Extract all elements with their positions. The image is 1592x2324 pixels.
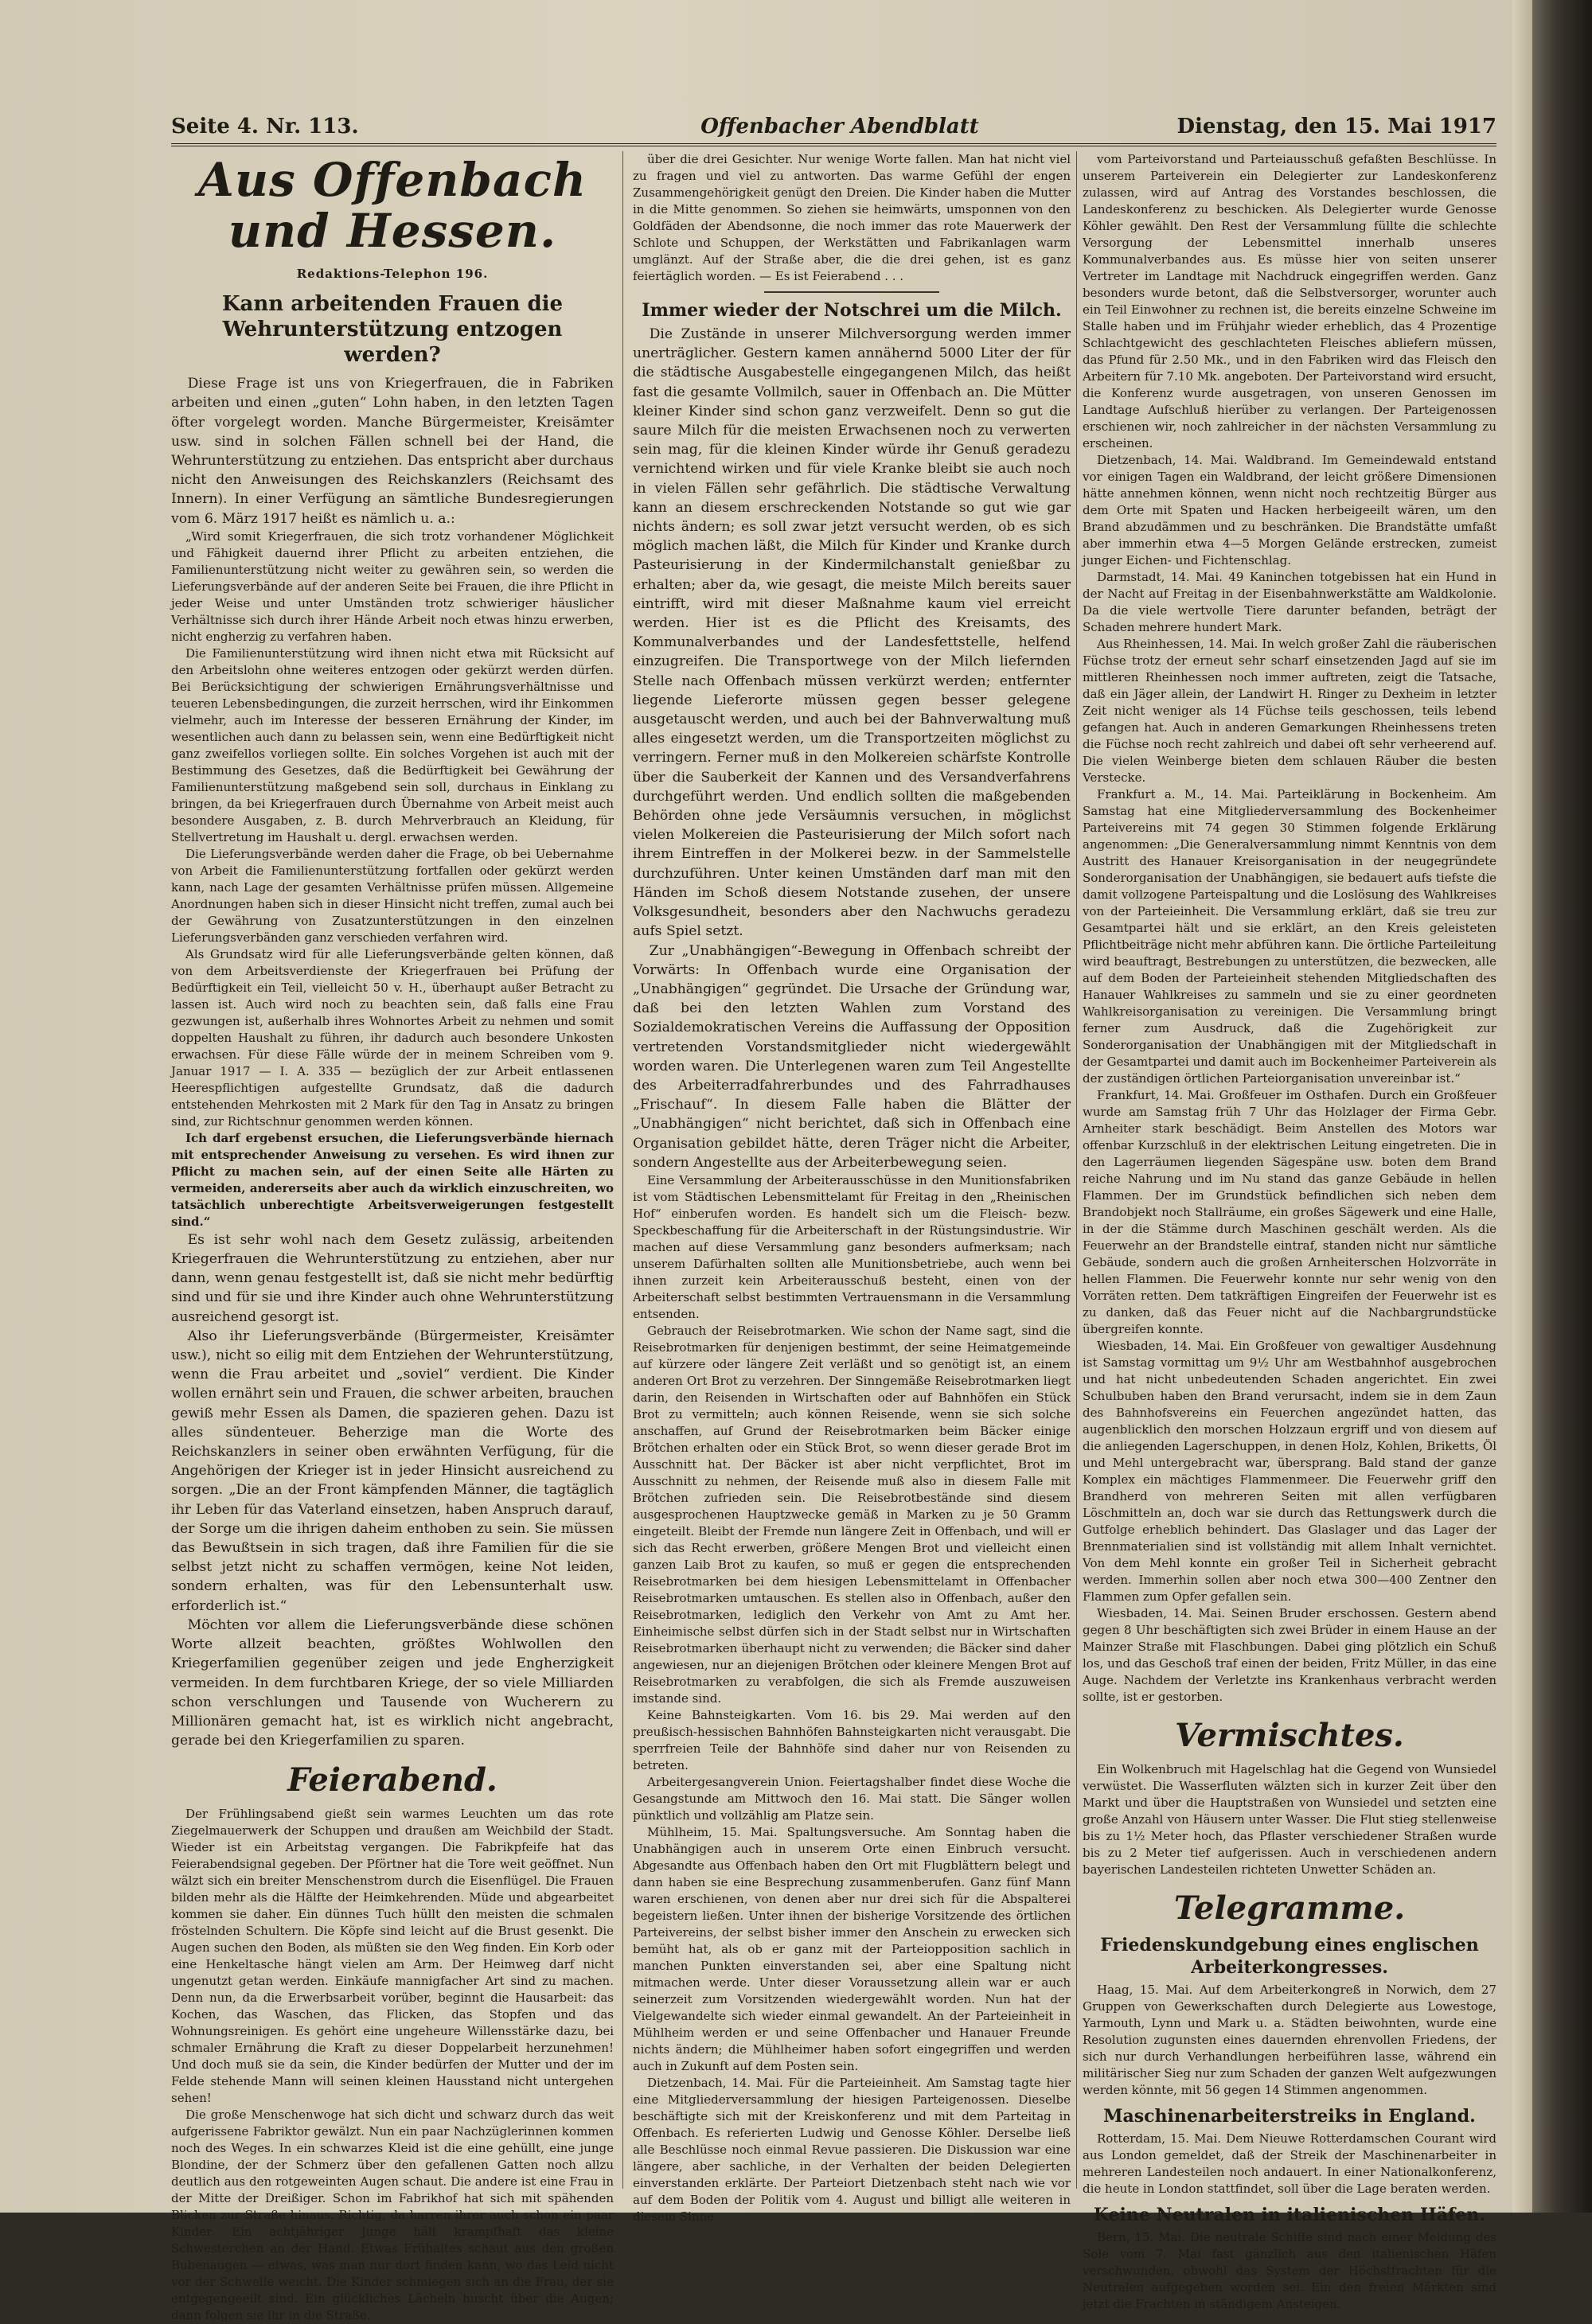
paragraph: Arbeitergesangverein Union. Feiertagshalber findet diese Woche die Gesangstunde am Mittwoch den 16. Mai statt. Die Sänger wollen pünktlich und vollzählig am Platze sein. bbox=[633, 1774, 1071, 1823]
divider bbox=[764, 291, 939, 293]
paragraph: Aus Rheinhessen, 14. Mai. In welch großer Zahl die räuberischen Füchse trotz der erneut sehr scharf einsetzenden Jagd auf sie im mittleren Rheinhessen noch immer auftreten, zeigt die Tatsache, daß ein Jäger allein, der Landwirt H. Ringer zu Dexheim in letzter Zeit nicht weniger als 14 Füchse teils geschossen, teils lebend gefangen hat. Auch in anderen Gemarkungen Rheinhessens treten die Füchse noch recht zahlreich und dabei oft sehr verheerend auf. Die vielen Weinberge bieten dem schlauen Räuber die besten Verstecke. bbox=[1083, 637, 1496, 785]
paragraph: Möchten vor allem die Lieferungsverbände diese schönen Worte allzeit beachten, größtes Wohlwollen den Kriegerfamilien gegenüber zeigen und jede Engherzigkeit vermeiden. In dem furchtbaren Kriege, der so viele Milliarden schon verschlungen und Tausende von Wucherern zu Millionären gemacht hat, ist es wirklich nicht angebracht, gerade bei den Kriegerfamilien zu sparen. bbox=[171, 1616, 614, 1749]
paragraph: Zur „Unabhängigen“-Bewegung in Offenbach schreibt der Vorwärts: In Offenbach wurde eine Organisation der „Unabhängigen“ gegründet. Die Ursache der Gründung war, daß bei den letzten Wahlen zum Vorstand des Sozialdemokratischen Vereins die Auffassung der Opposition vertretenden Vorstandsmitglieder nicht wiedergewählt worden waren. Die Unterlegenen waren zum Teil Angestellte des Arbeiterradfahrerbundes und des Fahrradhauses „Frischauf“. In diesem Falle haben die Blätter der „Unabhängigen“ nicht berichtet, daß sich in Offenbach eine Organisation gebildet hätte, deren Träger nicht die Arbeiter, sondern Angestellte aus der Arbeiterbewegung seien. bbox=[633, 942, 1071, 1171]
paragraph: Frankfurt a. M., 14. Mai. Parteiklärung in Bockenheim. Am Samstag hat eine Mitgliederversammlung des Bockenheimer Parteivereins mit 74 gegen 30 Stimmen folgende Erklärung angenommen: „Die Generalversammlung nimmt Kenntnis von dem Austritt des Hanauer Kreisorganisation in der neugegründete Sonderorganisation der Unabhängigen, sie bedauert aufs tiefste die damit vollzogene Parteispaltung und die Loslösung des Wahlkreises von der Parteieinheit. Die Versammlung erklärt, daß sie treu zur Gesamtpartei hält und sie erklärt, an den Kreis geleisteten Pflichtbeiträge nicht mehr abführen kann. Die örtliche Parteileitung wird beauftragt, Bestrebungen zu unterstützen, die bezwecken, alle auf dem Boden der Parteieinheit stehenden Mitgliedschaften des Hanauer Wahlkreises zu sammeln und sie zu einer geordneten Wahlkreisorganisation zu vereinigen. Die Versammlung bringt ferner zum Ausdruck, daß die Zugehörigkeit zur Sonderorganisation der Unabhängigen mit der Mitgliedschaft in der Gesamtpartei und damit auch im Bockenheimer Parteiverein als der zuständigen örtlichen Parteiorganisation unvereinbar ist.“ bbox=[1083, 787, 1496, 1086]
paragraph: Eine Versammlung der Arbeiterausschüsse in den Munitionsfabriken ist vom Städtischen Lebensmittelamt für Freitag in den „Rheinischen Hof“ einberufen worden. Es handelt sich um die Fleisch- bezw. Speckbeschaffung für die Arbeiterschaft in der Rüstungsindustrie. Wir machen auf diese Versammlung ganz besonders aufmerksam; nach unserem Dafürhalten sollten alle Munitionsbetriebe, auch wenn bei ihnen zurzeit kein Arbeiterausschuß besteht, einen von der Arbeiterschaft selbst bestimmten Vertrauensmann in die Versammlung entsenden. bbox=[633, 1172, 1071, 1321]
article-title: Friedenskundgebung eines englischen Arbeiterkongresses. bbox=[1100, 1935, 1479, 1978]
article-title: Immer wieder der Notschrei um die Milch. bbox=[642, 300, 1062, 321]
paragraph: Also ihr Lieferungsverbände (Bürgermeister, Kreisämter usw.), nicht so eilig mit dem Entziehen der Wehrunterstützung, wenn die Frau arbeitet und „soviel“ verdient. Die Kinder wollen ernährt sein und Frauen, die schwer arbeiten, brauchen gewiß mehr Essen als Damen, die spazieren gehen. Dazu ist alles sündenteuer. Beherzige man die Worte des Reichskanzlers in seiner oben erwähnten Verfügung, für die Angehörigen der Krieger ist in jeder Hinsicht ausreichend zu sorgen. „Die an der Front kämpfenden Männer, die tagtäglich ihr Leben für das Vaterland einsetzen, haben Anspruch darauf, der Sorge um die ihrigen daheim enthoben zu sein. Sie müssen das Bewußtsein in sich tragen, daß ihre Familien für die sie selbst jetzt nicht zu schaffen vermögen, keine Not leiden, sondern erhalten, was für den Lebensunterhalt usw. erforderlich ist.“ bbox=[171, 1328, 614, 1614]
article-title: Kann arbeitenden Frauen die Wehrunterstützung entzogen werden? bbox=[221, 292, 564, 368]
paragraph: Wiesbaden, 14. Mai. Seinen Bruder erschossen. Gestern abend gegen 8 Uhr beschäftigten sich zwei Brüder in einem Hause an der Mainzer Straße mit Flaschbungen. Dabei ging plötzlich ein Schuß los, und das Geschoß traf einen der beiden, Fritz Müller, in das eine Auge. Nachdem der Verletzte ins Krankenhaus verbracht werden sollte, ist er gestorben. bbox=[1083, 1606, 1496, 1704]
paragraph: Gebrauch der Reisebrotmarken. Wie schon der Name sagt, sind die Reisebrotmarken für denjenigen bestimmt, der seine Heimatgemeinde auf kürzere oder längere Zeit verläßt und so genötigt ist, an einem anderen Ort Brot zu verzehren. Der Sinngemäße Reisebrotmarken liegt darin, den Reisenden in Wirtschaften oder auf Bahnhöfen ein Stück Brot zu vermitteln; auch können Reisende, wenn sie sich solche anschaffen, auf Grund der Reisebrotmarken beim Bäcker einige Brötchen erhalten oder ein Stück Brot, so wenn dieser gerade Brot im Ausschnitt hat. Der Bäcker ist aber nicht verpflichtet, Brot im Ausschnitt zu nehmen, der Reisende muß also in diesem Falle mit Brötchen zufrieden sein. Die Reisebrotbestände sind diesem ausgesprochenen Hauptzwecke gemäß in Marken zu je 50 Gramm eingeteilt. Bleibt der Fremde nun längere Zeit in Offenbach, und will er sich das Recht erwerben, größere Mengen Brot und vielleicht einen ganzen Laib Brot zu kaufen, so muß er gegen die entsprechenden Reisebrotmarken bei dem hiesigen Lebensmittelamt in Offenbacher Reisebrotmarken umtauschen. Es stellen also in Offenbach, außer den Reisebrotmarken, lediglich den Verkehr von Amt zu Amt her. Einheimische selbst dürfen sich in der Stadt selbst nur in Wirtschaften Reisebrotmarken überhaupt nicht zu verwenden; die Bäcker sind daher angewiesen, nur an diejenigen Brötchen oder kleinere Mengen Brot auf Reisebrotmarken zu verabfolgen, die sich als Fremde auszuweisen imstande sind. bbox=[633, 1323, 1071, 1706]
newspaper-title: Offenbacher Abendblatt bbox=[700, 115, 979, 138]
paragraph: Diese Frage ist uns von Kriegerfrauen, die in Fabriken arbeiten und einen „guten“ Lohn haben, in den letzten Tagen öfter vorgelegt worden. Manche Bürgermeister, Kreisämter usw. sind in solchen Fällen schnell bei der Hand, die Wehrunterstützung zu entziehen. Das entspricht aber durchaus nicht den Anweisungen des Reichskanzlers (Reichsamt des Innern). In einer Verfügung an sämtliche Bundesregierungen vom 6. März 1917 heißt es nämlich u. a.: bbox=[171, 376, 614, 527]
page-number: Seite 4. Nr. 113. bbox=[171, 115, 359, 138]
page-header bbox=[171, 111, 1496, 146]
article-title: Keine Neutralen in italienischen Häfen. bbox=[1093, 2205, 1486, 2225]
issue-date: Dienstag, den 15. Mai 1917 bbox=[1176, 115, 1496, 138]
paragraph: Die Lieferungsverbände werden daher die Frage, ob bei Uebernahme von Arbeit die Familienunterstützung fortfallen oder gekürzt werden kann, nach Lage der gesamten Verhältnisse prüfen müssen. Allgemeine Anordnungen haben sich in dieser Hinsicht nicht treffen, zumal auch bei der Gewährung von Zusatzunterstützungen in den einzelnen Lieferungsverbänden ganz verschieden verfahren wird. bbox=[171, 846, 614, 945]
paragraph: Der Frühlingsabend gießt sein warmes Leuchten um das rote Ziegelmauerwerk der Schuppen und draußen am Weichbild der Stadt. Wieder ist ein Arbeitstag vergangen. Die Fabrikpfeife hat das Feierabendsignal gegeben. Der Pförtner hat die Tore weit geöffnet. Nun wälzt sich ein breiter Menschenstrom durch die Eisenflügel. Die Frauen bilden mehr als die Hälfte der Heimkehrenden. Müde und abgearbeitet kommen sie daher. Ein dünnes Tuch hüllt den meisten die schmalen fröstelnden Schultern. Die Köpfe sind leicht auf die Brust gesenkt. Die Augen suchen den Boden, als müßten sie den Weg finden. Ein Korb oder eine Henkeltasche hängt vielen am Arm. Der Heimweg darf nicht ungenutzt getan werden. Einkäufe mannigfacher Art sind zu machen. Denn nun, da die Erwerbsarbeit vorüber, beginnt die Hausarbeit: das Kochen, das Waschen, das Flicken, das Stopfen und das Wohnungsreinigen. Es gehört eine ungeheure Willensstärke dazu, bei schmaler Ernährung die Kraft zu dieser Doppelarbeit herzunehmen! Und doch muß sie da sein, die Kinder bedürfen der Mutter und der im Felde stehende Mann will seinen kleinen Hausstand nicht untergehen sehen! bbox=[171, 1807, 614, 2106]
column-rule bbox=[1076, 151, 1077, 2189]
section-title: Vermischtes. bbox=[1175, 1717, 1404, 1754]
paragraph: Es ist sehr wohl nach dem Gesetz zulässig, arbeitenden Kriegerfrauen die Wehrunterstützung zu entziehen, aber nur dann, wenn genau festgestellt ist, daß sie nicht mehr bedürftig sind und für sie und ihre Kinder auch ohne Wehrunterstützung ausreichend gesorgt ist. bbox=[171, 1231, 614, 1325]
article-title: Maschinenarbeiterstreiks in England. bbox=[1103, 2106, 1476, 2127]
paragraph: Bern, 15. Mai. Die neutrale Schiffe sind nach einer Meldung des Sole vom 7. Mai fast gänzlich aus den italienischen Häfen verschwunden, obwohl das System der Höchstfrachten für die Neutralen aufgegeben worden sei. Ein den freien Märkten sind jetzt die Frachten in ständigem Ansteigen. bbox=[1083, 2230, 1496, 2311]
column-1 bbox=[171, 151, 614, 2323]
column-rule bbox=[622, 151, 623, 2189]
paragraph: Darmstadt, 14. Mai. 49 Kaninchen totgebissen hat ein Hund in der Nacht auf Freitag in der Eisenbahnwerkstätte am Waldkolonie. Da die viele wertvolle Tiere darunter befanden, beträgt der Schaden mehrere hundert Mark. bbox=[1083, 570, 1496, 634]
paragraph: Die große Menschenwoge hat sich dicht und schwarz durch das weit aufgerissene Fabriktor gewälzt. Nun ein paar Nachzüglerinnen kommen noch des Weges. In ein schwarzes Kleid ist die eine gehüllt, eine junge Blondine, der der Schmerz über den gefallenen Gatten noch allzu deutlich aus den rotgeweinten Augen schaut. Die andere ist eine Frau in der Mitte der Dreißiger. Schon im Fabrikhof hat sich mit spähenden Blicken zur Straße hinaus. Richtig, da harren ihrer auch schon ein paar Kinder. Ein achtjähriger Junge hält krampfhaft das kleine Schwesterchen an der Hand. Etwas Frühaltes schaut aus den großen Bubenaugen — etwas, was man nur dort finden kann, wo das Leid nicht vor der Schwelle weicht. Die Kinder schmiegen sich an die Frau, der sie entgegengeeilt sind. Ein glückliches Lächeln huscht über die Augen; dann folgen sie ihr in die Straße. bbox=[171, 2108, 614, 2323]
telephone-line: Redaktions-Telephon 196. bbox=[296, 267, 489, 281]
paragraph: Haag, 15. Mai. Auf dem Arbeiterkongreß in Norwich, dem 27 Gruppen von Gewerkschaften durch Delegierte aus Lowestoge, Yarmouth, Lynn und Mark u. a. Städten beiwohnten, wurde eine Resolution zugunsten eines dauernden ehrenvollen Friedens, der sich nur durch Verhandlungen herbeiführen lasse, während ein militärischer Sieg nur zum Schaden der ganzen Welt aufgezwungen werden könnte, mit 56 gegen 14 Stimmen angenommen. bbox=[1083, 1983, 1496, 2097]
column-2 bbox=[633, 151, 1071, 2224]
paragraph: Frankfurt, 14. Mai. Großfeuer im Osthafen. Durch ein Großfeuer wurde am Samstag früh 7 Uhr das Holzlager der Firma Gebr. Arnheiter stark beschädigt. Beim Anstellen des Motors war offenbar Kurzschluß in der elektrischen Leitung eingetreten. Die in den Lagerräumen liegenden Sägespäne usw. boten dem Brand reiche Nahrung und im Nu stand das ganze Gebäude in hellen Flammen. Der im Grundstück befindlichen sich neben dem Brandobjekt noch Stallräume, ein großes Sägewerk und eine Halle, in der die Stämme durch Maschinen geschält werden. Als die Feuerwehr an der Brandstelle eintraf, standen nicht nur sämtliche Gebäude, sondern auch die großen Arnheiterschen Holzvorräte in hellen Flammen. Die Feuerwehr konnte nur sehr wenig von den Vorräten retten. Dem tatkräftigen Eingreifen der Feuerwehr ist es zu danken, daß das Feuer nicht auf die Nachbargrundstücke übergreifen konnte. bbox=[1083, 1088, 1496, 1336]
paragraph: „Wird somit Kriegerfrauen, die sich trotz vorhandener Möglichkeit und Fähigkeit dauernd ihrer Pflicht zu arbeiten entziehen, die Familienunterstützung nicht weiter zu gewähren sein, so werden die Lieferungsverbände auf der anderen Seite bei Frauen, die ihre Pflicht in jeder Weise und unter Umständen trotz schwieriger häuslicher Verhältnisse sich durch ihrer Hände Arbeit noch etwas hinzu erwerben, nicht engherzig zu verfahren haben. bbox=[171, 528, 614, 644]
paragraph: über die drei Gesichter. Nur wenige Worte fallen. Man hat nicht viel zu fragen und viel zu antworten. Das warme Gefühl der engen Zusammengehörigkeit genügt den Dreien. Die Kinder haben die Mutter in die Mitte genommen. So ziehen sie heimwärts, umsponnen von den Goldfäden der Abendsonne, die noch immer das rote Mauerwerk der Schlote und Schuppen, der Werkstätten und Fabrikanlagen warm umglänzt. Auf der Straße aber, die die drei gehen, ist es ganz feiertäglich worden. — Es ist Feierabend . . . bbox=[633, 152, 1071, 283]
paragraph: Ich darf ergebenst ersuchen, die Lieferungsverbände hiernach mit entsprechender Anweisung zu versehen. Es wird ihnen zur Pflicht zu machen sein, auf der einen Seite alle Härten zu vermeiden, andererseits aber auch da wirklich einzuschreiten, wo tatsächlich unberechtigte Arbeitsverweigerungen festgestellt sind.“ bbox=[171, 1130, 614, 1229]
paragraph: Dietzenbach, 14. Mai. Waldbrand. Im Gemeindewald entstand vor einigen Tagen ein Waldbrand, der leicht größere Dimensionen hätte annehmen können, wenn nicht noch rechtzeitig Bürger aus dem Orte mit Spaten und Hacken herbeigeeilt wären, um den Brand abzudämmen und zu beschränken. Die Brandstätte umfaßt aber immerhin etwa 4—5 Morgen Gelände erstrecken, zumeist junger Eichen- und Fichtenschlag. bbox=[1083, 453, 1496, 567]
section-title: Telegramme. bbox=[1173, 1889, 1406, 1927]
paragraph: Dietzenbach, 14. Mai. Für die Parteieinheit. Am Samstag tagte hier eine Mitgliederversammlung der hiesigen Parteigenossen. Dieselbe beschäftigte sich mit der Kreiskonferenz und mit dem Parteitag in Offenbach. Es referierten Ludwig und Genosse Köhler. Derselbe ließ alle Beschlüsse noch einmal Revue passieren. Die Diskussion war eine längere, aber sachliche, in der Verhalten der beiden Delegierten einverstanden erklärte. Der Parteiort Dietzenbach steht nach wie vor auf dem Boden der Politik vom 4. August und billigt alle weiteren in diesem Sinne bbox=[633, 2075, 1071, 2224]
paragraph: Mühlheim, 15. Mai. Spaltungsversuche. Am Sonntag haben die Unabhängigen auch in unserem Orte einen Einbruch versucht. Abgesandte aus Offenbach haben den Ort mit Flugblättern belegt und dann haben sie eine Besprechung zusammenberufen. Ganz fünf Mann waren erschienen, von denen aber nur drei sich für die Abspalterei begeistern ließen. Unter ihnen der bisherige Vorsitzende des örtlichen Parteivereins, der selbst bisher immer den Anschein zu erwecken sich bemüht hat, als ob er ganz mit der Parteiopposition sachlich in manchen Punkten einverstanden sei, aber eine Spaltung nicht mitmachen werde. Unter dieser Voraussetzung allein war er auch seinerzeit zum Vorsitzenden wiedergewählt worden. Nun hat der Vielgewandelte sich wieder einmal gewandelt. An der Parteieinheit in Mühlheim werden er und seine Offenbacher und Hanauer Freunde nichts ändern; die Mühlheimer haben sofort eingegriffen und werden auch in Zukunft auf dem Posten sein. bbox=[633, 1824, 1071, 2073]
paragraph: Keine Bahnsteigkarten. Vom 16. bis 29. Mai werden auf den preußisch-hessischen Bahnhöfen Bahnsteigkarten nicht verausgabt. Die sperrfreien Teile der Bahnhöfe sind daher nur von Reisenden zu betreten. bbox=[633, 1707, 1071, 1772]
paragraph: vom Parteivorstand und Parteiausschuß gefaßten Beschlüsse. In unserem Parteiverein ein Delegierter zur Landeskonferenz zulassen, wird auf Antrag des Vorstandes beschlossen, die Landeskonferenz zu beschicken. Als Delegierter wurde Genosse Köhler gewählt. Den Rest der Versammlung füllte die schlechte Versorgung der Lebensmittel innerhalb unseres Kommunalverbandes aus. Es müsse hier von seiten unserer Vertreter im Landtage mit Nachdruck eingegriffen werden. Ganz besonders wurde betont, daß die Selbstversorger, worunter auch ein Teil Einwohner zu rechnen ist, die bereits einzelne Schweine im Stalle haben und im Frühjahr wieder erheblich, das 4 Prozentige Schlachtgewicht des geschlachteten Fleisches abliefern müssen, das Pfund für 2.50 Mk., und in den Fabriken wird das Fleisch den Arbeitern für 7.10 Mk. angeboten. Der Parteivorstand wird ersucht, die Konferenz wurde ausgetragen, von unseren Genossen im Landtage Aufschluß hierüber zu verlangen. Der Parteigenossen erschienen wir, noch zahlreicher in der nächsten Versammlung zu erscheinen. bbox=[1083, 152, 1496, 450]
paragraph: Die Zustände in unserer Milchversorgung werden immer unerträglicher. Gestern kamen annähernd 5000 Liter der für die städtische Ausgabestelle eingegangenen Milch, das heißt fast die gesamte Vollmilch, sauer in Offenbach an. Die Mütter kleiner Kinder sind schon ganz verzweifelt. Denn so gut die saure Milch für die meisten Erwachsenen noch zu verwerten sein mag, für die kleinen Kinder würde ihr Genuß geradezu vernichtend wirken und für viele Kranke bleibt sie auch noch in vielen Fällen sehr gefährlich. Die städtische Verwaltung kann an diesem erschreckenden Notstande so gut wie gar nichts ändern; es soll zwar jetzt versucht werden, ob es sich möglich machen läßt, die Milch für Kinder und Kranke durch Pasteurisierung in der Kindermilchanstalt genießbar zu erhalten; aber da, wie gesagt, die meiste Milch bereits sauer eintrifft, wird mit dieser Maßnahme kaum viel erreicht werden. Hier ist es die Pflicht des Kreisamts, des Kommunalverbandes und der Landesfettstelle, helfend einzugreifen. Die Transportwege von der Milch liefernden Stelle nach Offenbach müssen verkürzt werden; entfernter liegende Lieferorte müssen gegen besser gelegene ausgetauscht werden, und auch bei der Bahnverwaltung muß alles eingesetzt werden, um die Transportzeiten möglichst zu verringern. Ferner muß in den Molkereien schärfste Kontrolle über die Sauberkeit der Kannen und des Versandverfahrens durchgeführt werden. Und endlich sollten die maßgebenden Behörden ohne jede Versäumnis versuchen, in möglichst vielen Molkereien die Pasteurisierung der Milch sofort nach ihrem Eintreffen in der Molkerei bezw. in der Sammelstelle durchzuführen. Unter keinen Umständen darf man mit den Händen im Schoß diesem Notstande zusehen, der unsere Volksgesundheit, besonders aber den Nachwuchs geradezu aufs Spiel setzt. bbox=[633, 326, 1071, 940]
section-title: Aus Offenbach und Hessen. bbox=[197, 153, 587, 258]
paragraph: Ein Wolkenbruch mit Hagelschlag hat die Gegend von Wunsiedel verwüstet. Die Wasserfluten wälzten sich in kurzer Zeit über den Markt und über die Hauptstraßen von Wunsiedel und setzten eine große Anzahl von Häusern unter Wasser. Die Flut stieg stellenweise bis zu 1½ Meter hoch, das Pflaster verschiedener Straßen wurde bis zu 2 Meter tief aufgerissen. Auch in verschiedenen andern bayerischen Landesteilen richteten Unwetter Schäden an. bbox=[1083, 1762, 1496, 1877]
paragraph: Die Familienunterstützung wird ihnen nicht etwa mit Rücksicht auf den Arbeitslohn ohne weiteres entzogen oder gekürzt werden dürfen. Bei Berücksichtigung der schwierigen Ernährungsverhältnisse und teueren Lebensbedingungen, die zurzeit herrschen, wird ihr Einkommen vielmehr, auch im Interesse der besseren Ernährung der Kinder, im wesentlichen auch dann zu belassen sein, wenn eine Bedürftigkeit nicht ganz zweifellos vorliegen sollte. Ein solches Vorgehen ist auch mit der Bestimmung des Gesetzes, daß die Bedürftigkeit bei Gewährung der Familienunterstützung maßgebend sein soll, durchaus in Einklang zu bringen, da bei Kriegerfrauen durch Übernahme von Arbeit meist auch besondere Ausgaben, z. B. durch Mehrverbrauch an Kleidung, für Stellvertretung im Haushalt u. dergl. erwachsen werden. bbox=[171, 645, 614, 844]
paragraph: Rotterdam, 15. Mai. Dem Nieuwe Rotterdamschen Courant wird aus London gemeldet, daß der Streik der Maschinenarbeiter in mehreren Landesteilen noch andauert. In einer Nationalkonferenz, die heute in London stattfindet, soll über die Lage beraten werden. bbox=[1083, 2131, 1496, 2196]
next-page-edge bbox=[1512, 0, 1532, 2213]
paragraph: Wiesbaden, 14. Mai. Ein Großfeuer von gewaltiger Ausdehnung ist Samstag vormittag um 9½ Uhr am Westbahnhof ausgebrochen und hat nicht unbedeutenden Schaden angerichtet. Ein zwei Schulbuben haben den Brand verursacht, indem sie in dem Zaun des Bahnhofsvereins ein Feuerchen angezündet hatten, das augenblicklich den morschen Holzzaun ergriff und von diesem auf die anliegenden Lagerschuppen, in denen Holz, Kohlen, Briketts, Öl und Mehl untergebracht war, übersprang. Bald stand der ganze Komplex ein mächtiges Flammenmeer. Die Feuerwehr griff den Brandherd von mehreren Seiten mit allen verfügbaren Löschmitteln an, doch war sie durch das Rettungswerk durch die Gutfolge erheblich behindert. Das Glaslager und das Lager der Brennmaterialien sind ist vollständig mit allem Inhalt vernichtet. Von dem Mehl konnte ein großer Teil in Sicherheit gebracht werden. Immerhin sollen aber noch etwa 300—400 Zentner den Flammen zum Opfer gefallen sein. bbox=[1083, 1339, 1496, 1604]
column-3 bbox=[1083, 151, 1496, 2311]
paragraph: Als Grundsatz wird für alle Lieferungsverbände gelten können, daß von dem Arbeitsverdienste der Kriegerfrauen bei Prüfung der Bedürftigkeit ein Teil, vielleicht 50 v. H., überhaupt außer Betracht zu lassen ist. Auch wird noch zu beachten sein, daß falls eine Frau gezwungen ist, außerhalb ihres Wohnortes Arbeit zu nehmen und somit doppelten Haushalt zu führen, ihr dadurch auch besondere Unkosten erwachsen. Für diese Fälle würde der in meinem Schreiben vom 9. Januar 1917 — I. A. 335 — bezüglich der zur Arbeit entlassenen Heerespflichtigen aufgestellte Grundsatz, daß die dadurch entstehenden Mehrkosten mit 2 Mark für den Tag in Ansatz zu bringen sind, zur Richtschnur genommen werden können. bbox=[171, 946, 614, 1129]
book-spine bbox=[1532, 0, 1592, 2213]
article-title: Feierabend. bbox=[287, 1761, 498, 1800]
